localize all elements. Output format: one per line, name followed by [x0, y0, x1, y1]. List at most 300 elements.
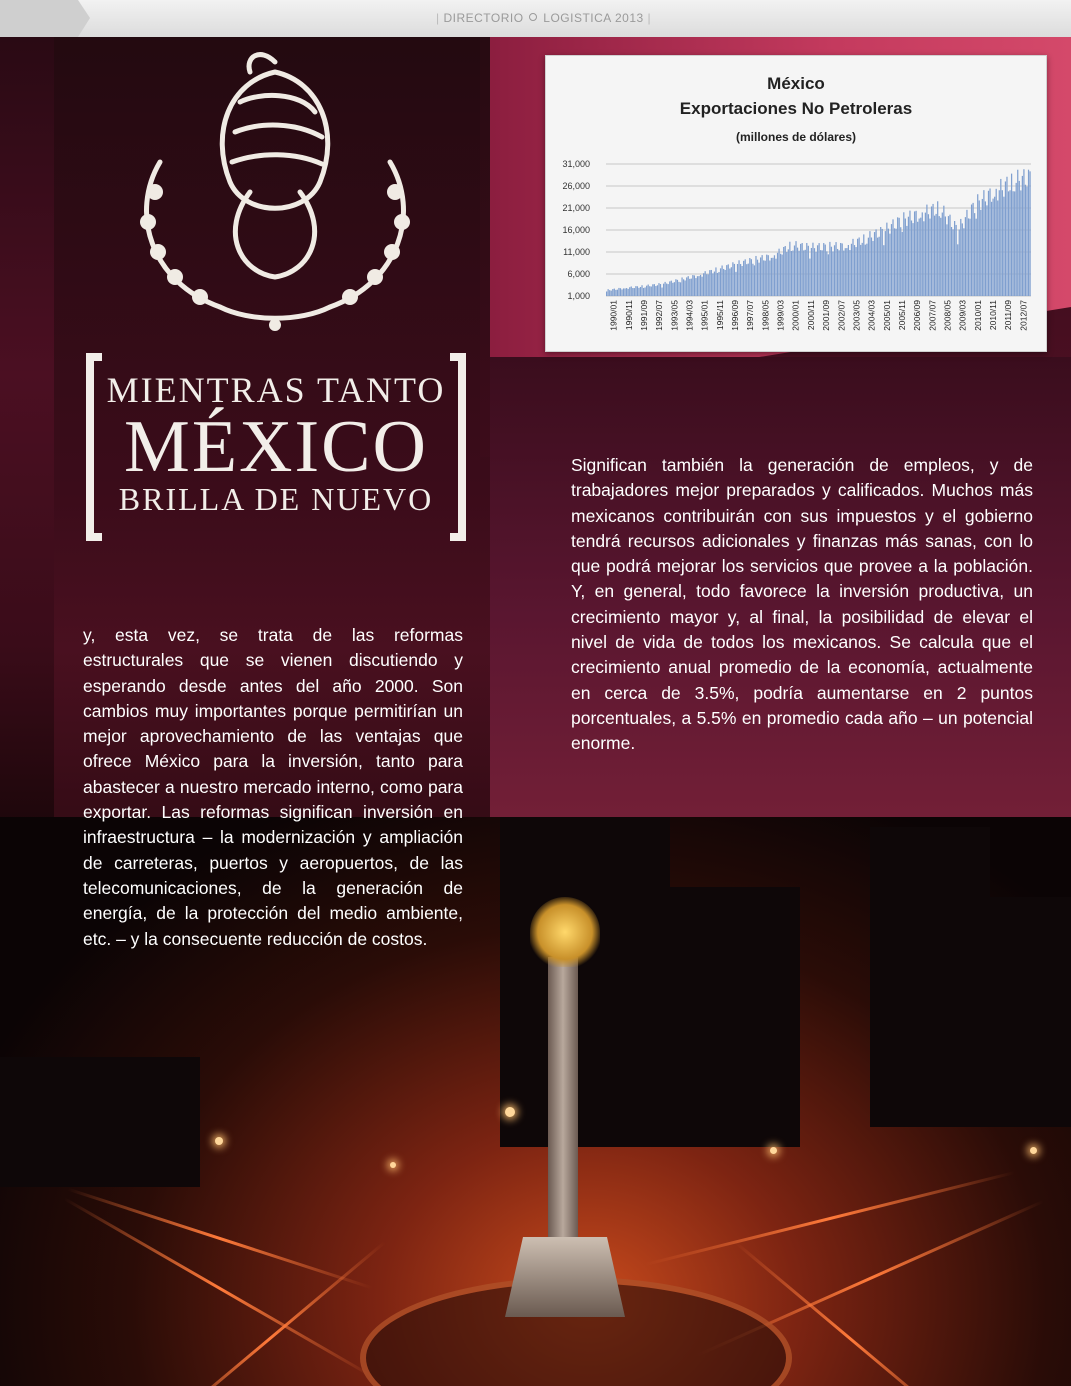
bar	[839, 250, 840, 296]
bar	[794, 246, 795, 297]
x-tick-label: 1990/01	[608, 300, 619, 331]
x-tick-label: 2002/07	[836, 300, 847, 331]
bar	[808, 246, 809, 296]
bar	[791, 251, 792, 296]
exports-chart	[545, 55, 1047, 352]
bar	[623, 288, 624, 296]
bar	[737, 264, 738, 296]
light-trail	[67, 1188, 372, 1290]
bar	[626, 288, 627, 296]
bar	[988, 191, 989, 296]
bar	[755, 256, 756, 296]
bar	[922, 212, 923, 296]
title-line-1: MIENTRAS TANTO	[106, 370, 446, 410]
bar	[666, 284, 667, 296]
page-header-bar	[0, 0, 1071, 37]
light-trail	[645, 1171, 1014, 1266]
bar	[721, 265, 722, 296]
bar	[948, 216, 949, 296]
bar	[729, 269, 730, 296]
bar	[983, 190, 984, 296]
tower	[670, 887, 800, 1147]
bar	[798, 251, 799, 296]
bar	[894, 228, 895, 296]
bar	[731, 267, 732, 296]
x-tick-label: 1992/07	[654, 300, 665, 331]
bar	[874, 232, 875, 296]
bar	[993, 199, 994, 296]
bar	[668, 284, 669, 296]
bar	[914, 211, 915, 296]
x-tick-label: 2006/09	[912, 300, 923, 331]
bar	[675, 279, 676, 296]
bar	[823, 243, 824, 296]
bar	[843, 251, 844, 296]
bar	[866, 244, 867, 296]
bar	[802, 243, 803, 296]
bar	[956, 225, 957, 296]
bar	[712, 273, 713, 296]
bar	[655, 286, 656, 296]
golden-angel	[530, 897, 600, 967]
bar	[635, 286, 636, 296]
y-tick-label: 1,000	[567, 291, 590, 301]
bar	[743, 261, 744, 296]
bar	[968, 218, 969, 296]
bar	[689, 279, 690, 296]
bar	[634, 288, 635, 296]
bar	[669, 281, 670, 296]
bar	[926, 205, 927, 296]
bar	[854, 245, 855, 296]
bar	[994, 197, 995, 296]
bar	[683, 279, 684, 296]
bar	[805, 250, 806, 296]
bar	[611, 291, 612, 296]
x-tick-label: 2000/11	[805, 300, 816, 331]
bar	[803, 250, 804, 296]
bar	[1003, 197, 1004, 296]
bar	[851, 244, 852, 296]
bar	[834, 245, 835, 296]
bar	[782, 255, 783, 296]
bar	[852, 239, 853, 296]
bar	[674, 282, 675, 296]
left-column-text: y, esta vez, se trata de las reformas estructurales que se vienen discutiendo y esperando desde antes del año 2000. Son cambios muy importantes porque permitirían un mejor aprovechamiento de las ventajas que ofrece México para la inversión, tanto para abastecer a nuestro mercado interno, como para exportar. Las reformas significan inversión en infraestructura – la modernización y ampliación de carreteras, puertos y aeropuertos, de las telecomunicaciones, de la generación de energía, de la protección del medio ambiente, etc. – y la consecuente reducción de costos.	[83, 625, 463, 949]
bar	[965, 217, 966, 296]
bar	[671, 281, 672, 296]
bar	[897, 217, 898, 296]
bar	[734, 264, 735, 296]
bar	[643, 288, 644, 296]
bar	[957, 244, 958, 296]
bar	[872, 241, 873, 296]
bar	[908, 217, 909, 296]
bar	[1009, 190, 1010, 296]
x-tick-label: 1995/11	[714, 300, 725, 331]
bar	[752, 264, 753, 296]
bar	[624, 288, 625, 296]
street-light	[505, 1107, 515, 1117]
header-section: DIRECTORIO	[443, 11, 524, 25]
bar	[817, 245, 818, 296]
bar	[826, 251, 827, 296]
bar	[740, 264, 741, 296]
bar	[795, 241, 796, 296]
bar	[919, 219, 920, 296]
x-tick-label: 1997/07	[745, 300, 756, 331]
bar	[688, 276, 689, 296]
bar	[906, 226, 907, 296]
bar	[715, 267, 716, 296]
bar	[618, 288, 619, 296]
bar	[980, 210, 981, 296]
bar	[979, 200, 980, 296]
bar	[996, 189, 997, 296]
x-tick-label: 2001/09	[821, 300, 832, 331]
bar	[835, 242, 836, 296]
bar	[768, 255, 769, 296]
y-tick-label: 11,000	[563, 247, 590, 257]
y-tick-label: 31,000	[562, 159, 590, 169]
bar	[742, 266, 743, 296]
y-tick-label: 26,000	[562, 181, 590, 191]
bar	[615, 290, 616, 296]
bar	[911, 220, 912, 296]
bar	[934, 216, 935, 296]
bar	[672, 283, 673, 296]
bar	[939, 216, 940, 296]
x-tick-label: 2010/01	[972, 300, 983, 331]
street-light	[770, 1147, 777, 1154]
running-header	[436, 11, 651, 25]
bar	[701, 277, 702, 296]
bar	[869, 231, 870, 296]
bar	[846, 248, 847, 296]
bar	[797, 248, 798, 296]
bar	[717, 273, 718, 296]
bar	[811, 248, 812, 296]
bar	[680, 282, 681, 296]
bar	[960, 219, 961, 296]
bar	[677, 280, 678, 296]
bar	[620, 288, 621, 296]
bar	[711, 270, 712, 296]
bar	[751, 259, 752, 296]
header-separator-right: |	[647, 11, 652, 25]
bar	[778, 249, 779, 296]
bar	[691, 279, 692, 296]
bar	[880, 227, 881, 296]
bar	[657, 285, 658, 296]
x-tick-label: 2005/01	[881, 300, 892, 331]
x-tick-label: 2000/01	[790, 300, 801, 331]
bar	[845, 248, 846, 296]
bar	[658, 283, 659, 296]
bar	[806, 243, 807, 296]
bar	[763, 260, 764, 296]
bar	[760, 257, 761, 296]
bar	[789, 242, 790, 296]
bar	[860, 245, 861, 296]
x-tick-label: 2009/03	[957, 300, 968, 331]
bar	[1029, 171, 1030, 296]
bar	[909, 211, 910, 296]
bar	[885, 231, 886, 296]
bar	[785, 246, 786, 296]
bar	[1019, 181, 1020, 296]
bar	[814, 248, 815, 296]
bar	[971, 205, 972, 296]
x-tick-label: 1994/03	[684, 300, 695, 331]
bar	[758, 263, 759, 296]
x-tick-label: 1998/05	[760, 300, 771, 331]
bar	[1014, 191, 1015, 296]
bar	[698, 276, 699, 296]
bar	[991, 202, 992, 296]
bar	[928, 214, 929, 296]
bar	[966, 210, 967, 296]
bar	[899, 218, 900, 296]
angel-column	[548, 957, 578, 1247]
bar	[985, 201, 986, 296]
bar	[997, 200, 998, 296]
bar	[982, 199, 983, 296]
bar	[976, 219, 977, 296]
bar	[637, 286, 638, 296]
bar	[986, 205, 987, 296]
title-line-2: MÉXICO	[124, 406, 428, 488]
bar	[963, 228, 964, 296]
bar	[638, 288, 639, 296]
bar	[709, 270, 710, 296]
bar	[685, 280, 686, 296]
bar	[1000, 179, 1001, 296]
bar	[771, 258, 772, 296]
bar	[875, 229, 876, 296]
bar	[1008, 191, 1009, 296]
bar	[895, 229, 896, 296]
bar	[809, 259, 810, 296]
x-tick-label: 2004/03	[866, 300, 877, 331]
bar	[705, 271, 706, 296]
title-line-3: BRILLA DE NUEVO	[118, 481, 434, 517]
bar	[828, 254, 829, 296]
bar	[697, 276, 698, 296]
bar	[916, 211, 917, 296]
bar	[608, 289, 609, 296]
bar	[943, 206, 944, 296]
bar	[632, 288, 633, 296]
bar	[945, 216, 946, 296]
bar	[1005, 181, 1006, 296]
bar	[728, 264, 729, 296]
bar	[932, 204, 933, 296]
bar	[820, 250, 821, 296]
x-tick-label: 1991/09	[638, 300, 649, 331]
chart-title: México	[767, 74, 825, 93]
bar	[800, 244, 801, 296]
eagle-emblem-icon	[100, 42, 450, 342]
bar	[886, 223, 887, 296]
bar	[951, 227, 952, 296]
bar	[788, 249, 789, 296]
bar	[903, 212, 904, 296]
bar	[652, 284, 653, 296]
bar	[646, 286, 647, 296]
bar	[695, 278, 696, 296]
bar	[621, 289, 622, 296]
bar	[745, 259, 746, 296]
bar	[700, 275, 701, 296]
bar	[962, 223, 963, 296]
bar	[849, 250, 850, 296]
bar	[871, 237, 872, 296]
chart-subtitle: Exportaciones No Petroleras	[679, 99, 913, 118]
bar	[694, 275, 695, 296]
bar	[757, 260, 758, 296]
bar	[937, 201, 938, 296]
bar	[1013, 191, 1014, 296]
bar	[954, 221, 955, 296]
bar	[829, 242, 830, 296]
bar	[629, 287, 630, 296]
x-tick-label: 1995/01	[699, 300, 710, 331]
bar	[640, 287, 641, 296]
bar	[661, 288, 662, 296]
bar	[952, 229, 953, 296]
bar	[892, 219, 893, 296]
bar	[883, 245, 884, 296]
bar	[738, 260, 739, 296]
x-tick-label: 2011/09	[1003, 300, 1014, 331]
bar	[678, 282, 679, 296]
bar	[931, 206, 932, 296]
bar	[940, 218, 941, 296]
bar	[959, 229, 960, 296]
bar	[917, 222, 918, 296]
bar	[969, 219, 970, 296]
bar	[855, 247, 856, 296]
x-tick-label: 2007/07	[927, 300, 938, 331]
bar	[735, 272, 736, 296]
bar	[708, 274, 709, 296]
bar	[936, 214, 937, 296]
bar	[1023, 169, 1024, 296]
bar	[900, 227, 901, 296]
bar	[912, 223, 913, 296]
bar	[777, 253, 778, 296]
y-tick-label: 21,000	[562, 203, 590, 213]
bar	[868, 238, 869, 296]
bar	[749, 258, 750, 296]
bar	[859, 237, 860, 296]
bar	[972, 203, 973, 296]
y-tick-label: 16,000	[562, 225, 590, 235]
bar	[842, 243, 843, 296]
bar	[686, 277, 687, 296]
building	[0, 1057, 200, 1187]
bar	[606, 291, 607, 296]
bar	[720, 268, 721, 296]
bar	[649, 286, 650, 296]
bar	[762, 255, 763, 296]
bar	[660, 284, 661, 296]
bar	[775, 259, 776, 296]
bar	[905, 219, 906, 296]
bar	[819, 243, 820, 296]
bar	[923, 221, 924, 296]
bar	[1022, 176, 1023, 296]
bar	[714, 272, 715, 296]
bar	[792, 251, 793, 297]
bar	[1026, 187, 1027, 296]
bar	[1017, 170, 1018, 296]
bar	[832, 251, 833, 296]
bar	[877, 238, 878, 296]
bar	[1025, 185, 1026, 296]
bar	[754, 265, 755, 296]
bar	[723, 269, 724, 296]
x-tick-label: 1990/11	[623, 300, 634, 331]
bar	[631, 286, 632, 296]
bar	[663, 284, 664, 296]
bar	[612, 289, 613, 296]
street-light	[215, 1137, 223, 1145]
bar	[746, 264, 747, 296]
bar	[902, 232, 903, 296]
bar	[628, 289, 629, 296]
bar	[1016, 183, 1017, 296]
chart-unit-label: (millones de dólares)	[735, 130, 857, 144]
bar	[840, 243, 841, 296]
bar	[783, 247, 784, 296]
bar	[925, 213, 926, 296]
bar	[857, 239, 858, 296]
x-tick-label: 2008/05	[942, 300, 953, 331]
tower	[500, 817, 670, 1147]
bar	[974, 213, 975, 296]
bar	[989, 188, 990, 296]
bar	[665, 282, 666, 296]
bar	[706, 274, 707, 296]
chart-svg	[546, 56, 1046, 351]
tower	[870, 827, 990, 1127]
bar	[863, 234, 864, 296]
right-column-text: Significan también la generación de empleos, y de trabajadores mejor preparados y calificados. Muchos más mexicanos contribuirán con sus impuestos y el gobierno tendrá recursos adicionales y finanzas más sanas, con lo que podrá mejorar los servicios que provee a la población. Y, en general, todo favorece la inversión productiva, un crecimiento mayor y, al final, la posibilidad de elevar el nivel de vida de todos los mexicanos. Se calcula que el crecimiento anual promedio de la economía, actualmente en cerca de 3.5%, podría aumentarse en 2 puntos porcentuales, a 5.5% en promedio cada año – un potencial enorme.	[571, 455, 1033, 754]
bar	[765, 261, 766, 296]
bar	[929, 219, 930, 296]
street-light	[390, 1162, 396, 1168]
bar	[1002, 190, 1003, 296]
street-light	[1030, 1147, 1037, 1154]
bar	[725, 270, 726, 296]
bar	[786, 252, 787, 296]
bar	[949, 215, 950, 296]
bar	[862, 243, 863, 296]
bullet-icon	[529, 13, 537, 21]
bar	[920, 218, 921, 296]
bar	[692, 275, 693, 296]
bar	[848, 245, 849, 296]
header-separator-left: |	[436, 11, 440, 25]
bar	[645, 287, 646, 296]
tower	[990, 897, 1071, 1127]
bar	[942, 213, 943, 296]
bar	[748, 264, 749, 296]
monument-base	[505, 1237, 625, 1317]
x-tick-label: 2012/07	[1018, 300, 1029, 331]
